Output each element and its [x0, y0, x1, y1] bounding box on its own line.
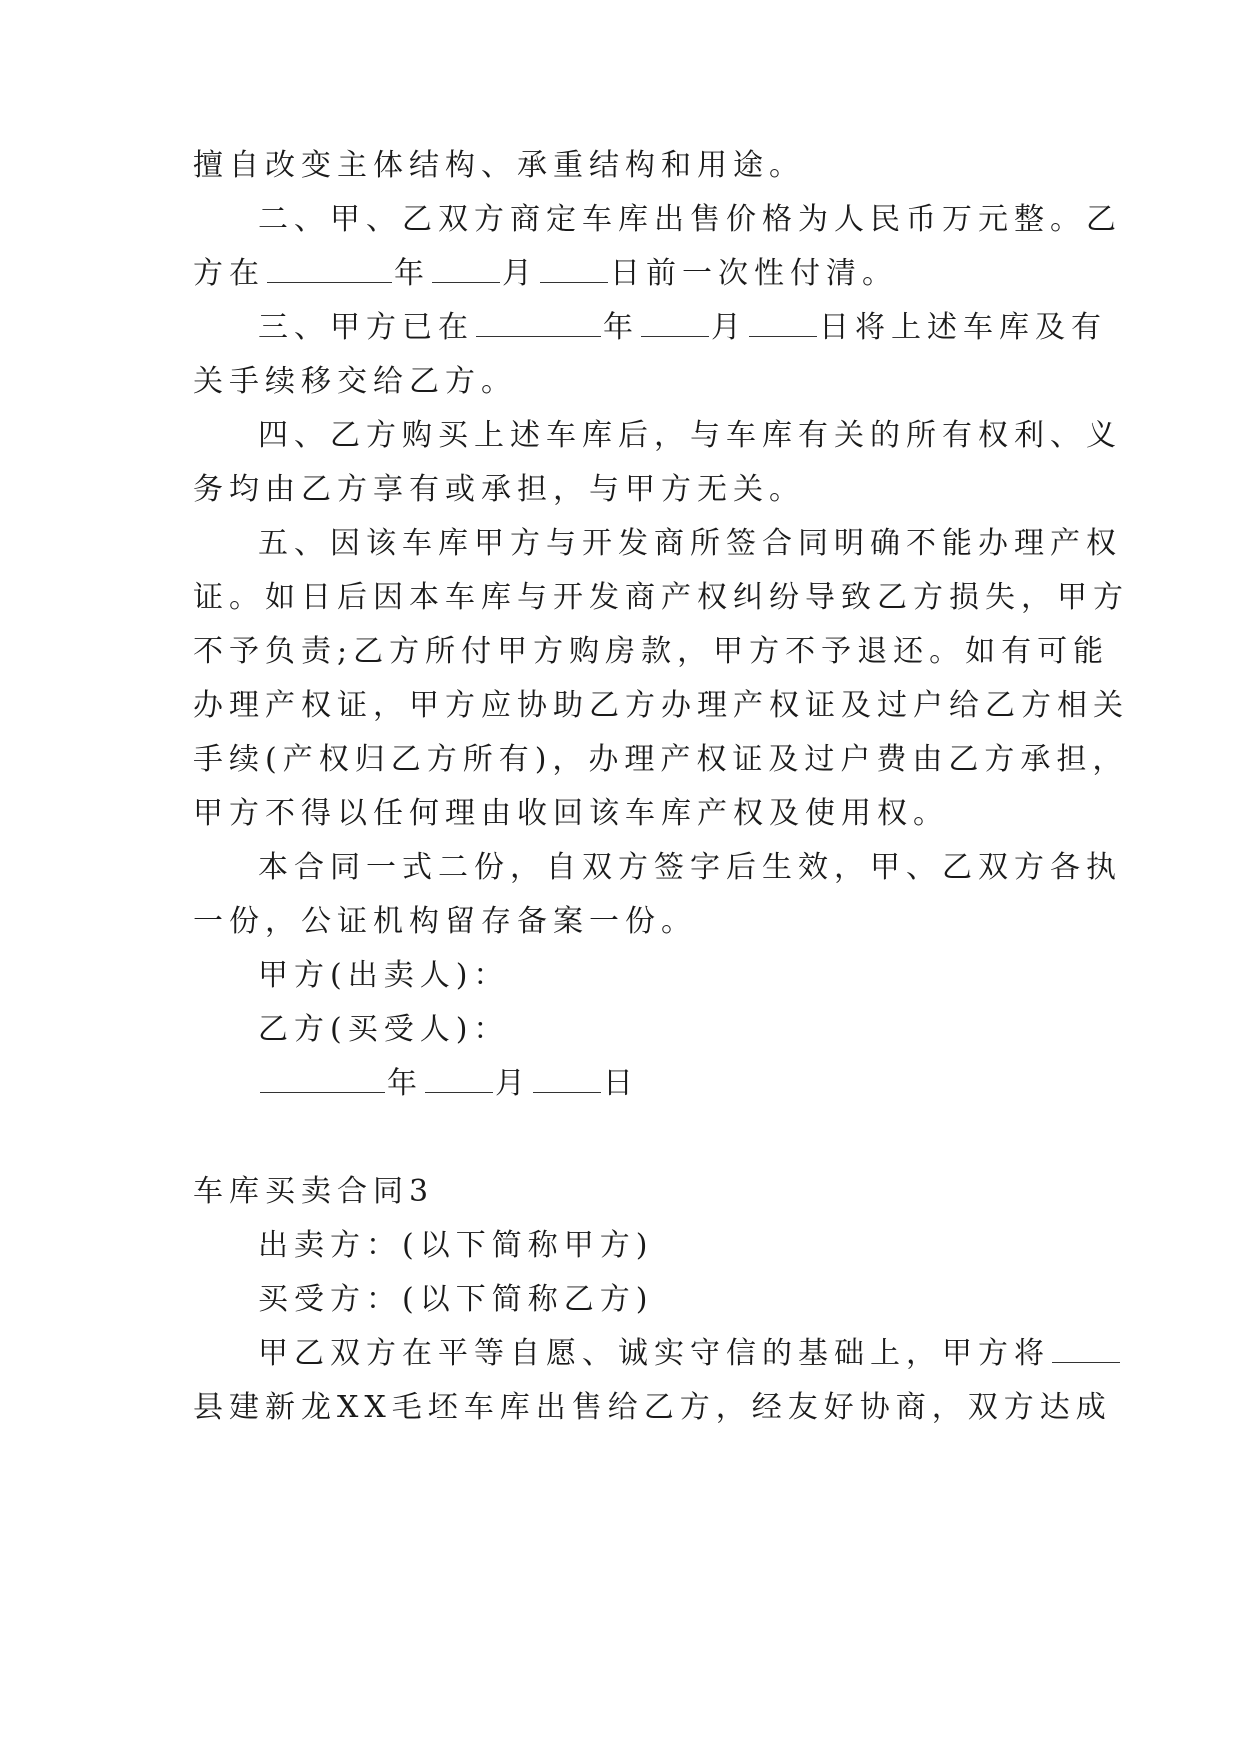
clause-3: [258, 308, 1107, 348]
text: 日: [603, 1066, 639, 1101]
clause-2: 二、甲、乙双方商定车库出售价格为人民币万元整。乙: [258, 202, 1122, 237]
blank-line: [749, 308, 817, 337]
text: 年: [387, 1066, 423, 1101]
text: 甲乙双方在平等自愿、诚实守信的基础上，甲方将: [258, 1336, 1050, 1371]
text: 年: [394, 256, 430, 291]
buyer-line: 买受方：(以下简称乙方): [258, 1282, 654, 1317]
closing-paragraph: 本合同一式二份，自双方签字后生效，甲、乙双方各执: [258, 850, 1122, 885]
party-a-signature: 甲方(出卖人)：: [258, 958, 510, 993]
blank-line: [432, 254, 500, 283]
text-line: 办理产权证，甲方应协助乙方办理产权证及过户给乙方相关: [193, 688, 1129, 723]
text: 月: [711, 310, 747, 345]
text-line: 一份，公证机构留存备案一份。: [193, 904, 697, 939]
blank-line: [476, 308, 601, 337]
text: 日将上述车库及有: [819, 310, 1107, 345]
text-line: 县建新龙XX毛坯车库出售给乙方，经友好协商，双方达成: [193, 1390, 1112, 1425]
text: 三、甲方已在: [258, 310, 474, 345]
blank-line: [1052, 1334, 1120, 1363]
blank-line: [540, 254, 608, 283]
blank-line: [260, 1064, 385, 1093]
text: 方在: [193, 256, 265, 291]
text-line: 证。如日后因本车库与开发商产权纠纷导致乙方损失，甲方: [193, 580, 1129, 615]
text: 年: [603, 310, 639, 345]
blank-line: [641, 308, 709, 337]
text-line: 关手续移交给乙方。: [193, 364, 517, 399]
text-line: 务均由乙方享有或承担，与甲方无关。: [193, 472, 805, 507]
text: 月: [495, 1066, 531, 1101]
blank-line: [533, 1064, 601, 1093]
intro-paragraph: [258, 1334, 1122, 1374]
text: 月: [502, 256, 538, 291]
text-line: 不予负责;乙方所付甲方购房款，甲方不予退还。如有可能: [193, 634, 1110, 669]
seller-line: 出卖方：(以下简称甲方): [258, 1228, 654, 1263]
blank-line: [425, 1064, 493, 1093]
text: 日前一次性付清。: [610, 256, 898, 291]
text-line: 甲方不得以任何理由收回该车库产权及使用权。: [193, 796, 949, 831]
party-b-signature: 乙方(买受人)：: [258, 1012, 510, 1047]
clause-4: 四、乙方购买上述车库后，与车库有关的所有权利、义: [258, 418, 1122, 453]
blank-line: [267, 254, 392, 283]
clause-2-date-line: [193, 254, 898, 294]
text-line: 手续(产权归乙方所有)，办理产权证及过户费由乙方承担，: [193, 742, 1129, 777]
signature-date-line: [258, 1064, 639, 1104]
clause-5: 五、因该车库甲方与开发商所签合同明确不能办理产权: [258, 526, 1122, 561]
text-line: 擅自改变主体结构、承重结构和用途。: [193, 148, 805, 183]
section-title: 车库买卖合同3: [193, 1174, 435, 1209]
